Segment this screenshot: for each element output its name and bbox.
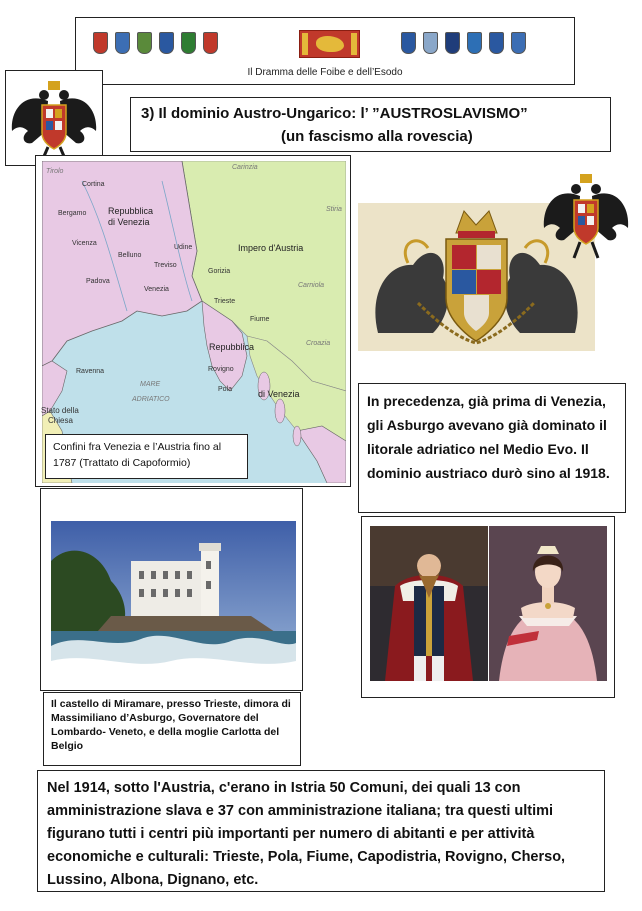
miramare-castle-image (51, 521, 296, 679)
istria-1914-note: Nel 1914, sotto l'Austria, c'erano in Istria 50 Comuni, dei quali 13 con amministrazione slava e 37 con amministrazione italiana; tra questi ultimi figurano tutti i centri più importanti per numero di abitanti e per attività economiche e culturali: Trieste, Pola, Fiume, Capodistria, Rovigno, Cherso, Lussino, Albona, Dignano, etc. (37, 770, 605, 892)
map-label-croazia: Croazia (306, 340, 331, 347)
map-city-gorizia: Gorizia (208, 268, 231, 275)
municipal-shield-icon (467, 32, 482, 54)
map-city-padova: Padova (86, 278, 110, 285)
portrait-carlotta (489, 526, 607, 681)
portrait-massimiliano (370, 526, 488, 681)
double-headed-eagle-icon (541, 166, 631, 263)
habsburg-eagle-left (5, 70, 103, 166)
map-label-tirolo: Tirolo (46, 168, 64, 175)
historical-note: In precedenza, già prima di Venezia, gli Asburgo avevano già dominato il litorale adriatico nel Medio Evo. Il dominio austriaco durò sino al 1918. (358, 383, 626, 513)
map-label-mare: MARE (140, 381, 161, 388)
section-subtitle: (un fascismo alla rovescia) (281, 128, 473, 145)
map-label-carniola: Carniola (298, 282, 325, 289)
map-city-udine: Udine (174, 244, 193, 251)
map-city-bergamo: Bergamo (58, 210, 87, 217)
map-city-belluno: Belluno (118, 252, 142, 259)
castle-photo-frame (40, 488, 303, 691)
habsburg-eagle-right (541, 166, 631, 263)
header-title: Il Dramma delle Foibe e dell’Esodo (247, 67, 403, 78)
map-label-adriatico: ADRIATICO (132, 396, 170, 403)
map-label-stato-chiesa: Stato della (41, 406, 79, 415)
map-city-fiume: Fiume (250, 316, 270, 323)
venice-lion-flag-icon (299, 30, 360, 58)
municipal-shield-icon (511, 32, 526, 54)
header-banner (75, 17, 575, 85)
map-caption: Confini fra Venezia e l’Austria fino al 1787 (Trattato di Capoformio) (45, 434, 248, 479)
map-label-impero-austria: Impero d'Austria (238, 243, 304, 253)
municipal-shield-icon (423, 32, 438, 54)
section-title-box (130, 97, 611, 152)
map-city-rovigno: Rovigno (208, 366, 234, 373)
map-city-ravenna: Ravenna (76, 368, 105, 375)
double-headed-eagle-icon (6, 71, 102, 165)
map-city-treviso: Treviso (154, 262, 177, 269)
map-label-di-venezia: di Venezia (108, 217, 150, 227)
municipal-shield-icon (93, 32, 108, 54)
map-label-repubblica: Repubblica (108, 206, 154, 216)
map-label-repubblica-istria: Repubblica (209, 342, 255, 352)
map-city-cortina: Cortina (82, 181, 105, 188)
map-city-pola: Pola (218, 386, 233, 393)
portraits-frame (361, 516, 615, 698)
map-city-venezia: Venezia (144, 286, 169, 293)
municipal-shield-icon (203, 32, 218, 54)
map-label-carinzia: Carinzia (232, 164, 258, 171)
municipal-shield-icon (159, 32, 174, 54)
municipal-shield-icon (401, 32, 416, 54)
municipal-shield-icon (181, 32, 196, 54)
castle-caption: Il castello di Miramare, presso Trieste, dimora di Massimiliano d’Asburgo, Governatore del Lombardo- Veneto, e della moglie Carlotta del Belgio (43, 692, 301, 766)
map-label-stiria: Stiria (326, 206, 342, 213)
municipal-shield-icon (445, 32, 460, 54)
municipal-shield-icon (115, 32, 130, 54)
municipal-shield-icon (137, 32, 152, 54)
section-title: 3) Il dominio Austro-Ungarico: l’ ”AUSTROSLAVISMO” (141, 105, 528, 122)
municipal-shield-icon (489, 32, 504, 54)
map-label-di-venezia-dalmazia: di Venezia (258, 389, 300, 399)
map-city-trieste: Trieste (214, 298, 236, 305)
map-city-vicenza: Vicenza (72, 240, 97, 247)
map-label-chiesa: Chiesa (48, 416, 73, 425)
